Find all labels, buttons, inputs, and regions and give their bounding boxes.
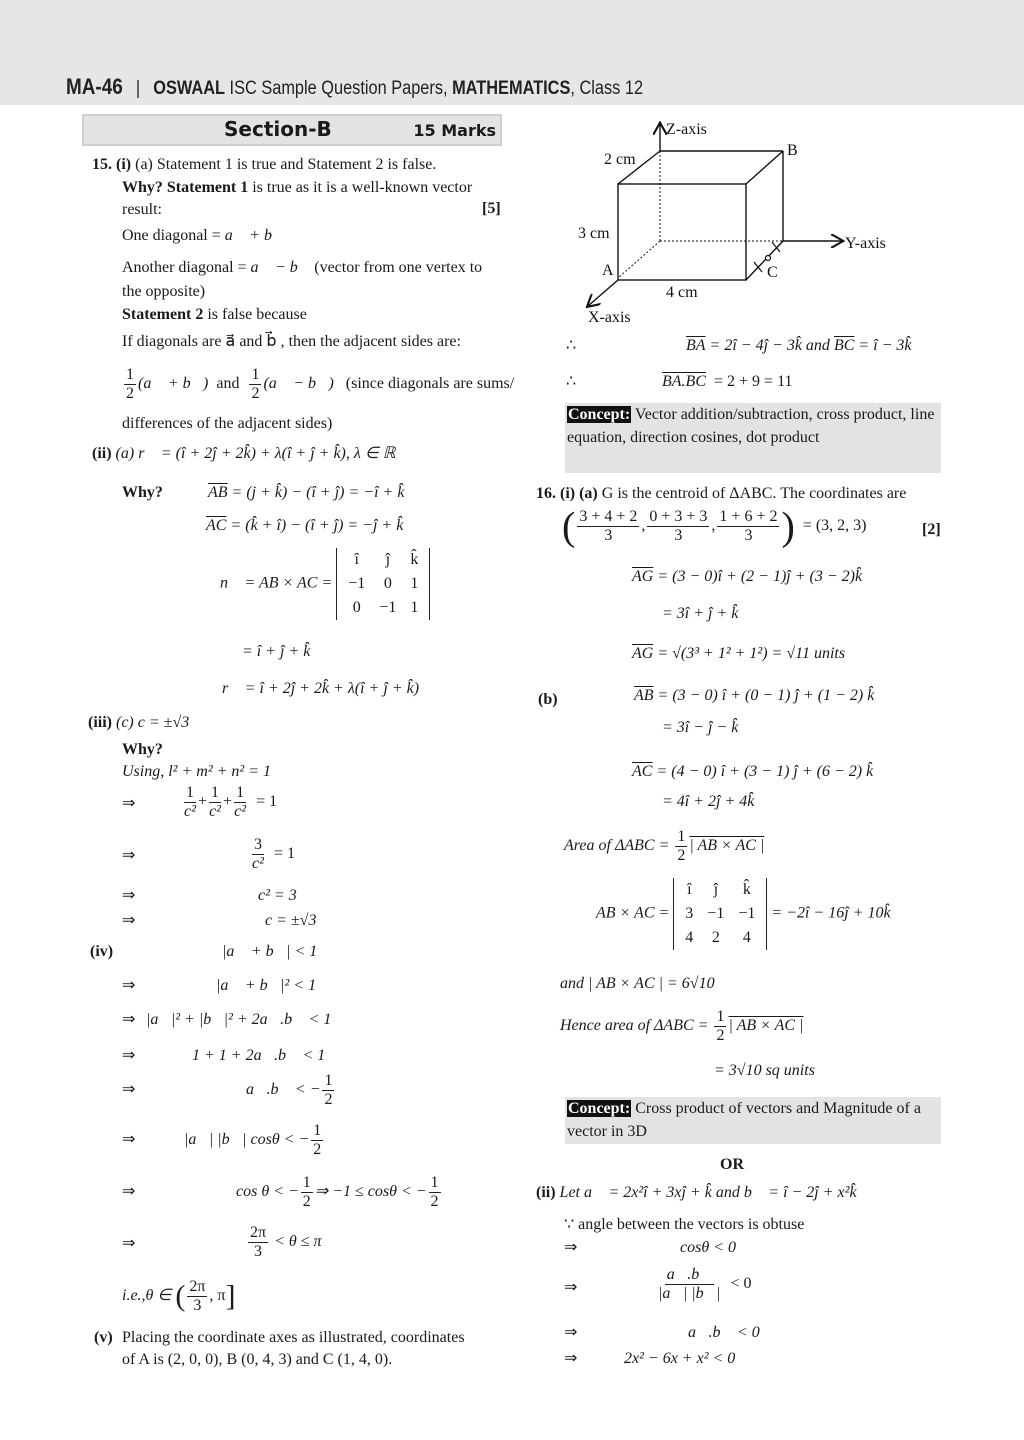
numerator: 1: [126, 366, 134, 383]
three-over-c2: [250, 836, 295, 873]
fraction: [647, 508, 709, 545]
math: ⇒ −1 ≤ cosθ < −: [314, 1183, 427, 1201]
statement2-line: [122, 305, 307, 325]
math-line: |a⃗|² + |b⃗|² + 2a⃗.b⃗ < 1: [146, 1011, 332, 1028]
numerator: 1: [324, 1072, 333, 1089]
part-label: (i): [116, 156, 132, 173]
math-line: c = ±√3: [265, 912, 317, 929]
denominator: 2: [430, 1193, 439, 1210]
q16-line: [536, 484, 906, 504]
centroid-line: ( $\frac{3 + 4 + 2}{3}$ , $\frac{0 + 3 + 3}{3}$ , $\frac{1 + 6 + 2}{3}$ ) = (3, 2, 3): [562, 503, 867, 549]
text-line: differences of the adjacent sides): [122, 415, 333, 432]
determinant-cell: 1: [410, 599, 419, 616]
implies-icon: ⇒: [122, 1047, 136, 1064]
math: = (4 − 0) î + (3 − 1) ĵ + (6 − 2) k̂: [656, 763, 874, 780]
section-marks: 15 Marks: [413, 121, 496, 140]
question-number: 15.: [92, 156, 112, 173]
running-head: [66, 74, 643, 100]
implies-icon: ⇒: [122, 1131, 136, 1148]
math: < θ ≤ π: [274, 1233, 322, 1251]
concept-box: [565, 1097, 941, 1144]
ac-line: [206, 516, 403, 536]
text: G is the centroid of ΔABC. The coordinates are: [597, 485, 907, 502]
fraction: [714, 1008, 726, 1045]
fraction: [184, 784, 196, 821]
fraction: [248, 1224, 268, 1261]
determinant-cell: −1: [707, 905, 725, 922]
brand-name: OSWAAL: [153, 78, 226, 99]
numerator: a⃗.b⃗: [666, 1266, 712, 1283]
text: and: [216, 375, 240, 393]
determinant: [673, 878, 767, 950]
header-title-end: , Class 12: [570, 78, 644, 99]
length-3cm: 3 cm: [578, 225, 610, 242]
math: BA.BC: [662, 373, 706, 390]
math: $\overline{AB}$: [634, 687, 654, 704]
denominator: c²: [252, 855, 264, 872]
determinant-cell: 2: [711, 929, 720, 946]
length-4cm: 4 cm: [666, 284, 698, 301]
math: = (3 − 0)î + (2 − 1)ĵ + (3 − 2)k̂: [657, 568, 863, 585]
numerator: 3: [254, 836, 262, 853]
statement-label: Statement 1: [162, 179, 249, 196]
determinant-row: [678, 878, 762, 902]
determinant-row: [678, 926, 762, 950]
math: (a⃗ + b⃗): [138, 375, 209, 393]
cuboid-diagram: [560, 110, 960, 330]
ba-bc-line: [686, 336, 912, 356]
math: $\overline{AC}$: [632, 763, 653, 780]
fraction: [234, 784, 246, 821]
denominator: 2: [251, 385, 260, 402]
denominator: 2: [302, 1193, 311, 1210]
text-line: result:: [122, 201, 162, 218]
math: | AB × AC |: [728, 1017, 804, 1035]
denominator: 2: [716, 1027, 725, 1044]
q15-i-line: [92, 155, 436, 175]
part-label: (b): [538, 691, 558, 708]
determinant: [336, 548, 430, 620]
iv8-line: [246, 1224, 322, 1261]
math-line: 2x² − 6x + x² < 0: [624, 1350, 736, 1367]
therefore-icon: ∴: [566, 337, 577, 354]
ag-line: [632, 567, 862, 587]
text: Another diagonal =: [122, 259, 251, 276]
numerator: 1: [211, 784, 220, 801]
part-label: (v): [94, 1329, 113, 1346]
math: | AB × AC |: [689, 837, 765, 855]
numerator: 0 + 3 + 3: [649, 508, 708, 525]
why-label: Why?: [122, 741, 163, 758]
header-title-mid: ISC Sample Question Papers,: [225, 78, 453, 99]
numerator: 1: [677, 828, 686, 845]
statement-label: Statement 2: [122, 306, 204, 323]
math: cos θ < −: [236, 1183, 299, 1201]
implies-icon: ⇒: [122, 1183, 136, 1200]
math: = 1: [274, 845, 296, 863]
implies-icon: ⇒: [564, 1239, 578, 1256]
determinant-row: [341, 596, 425, 620]
numerator: 3 + 4 + 2: [579, 508, 638, 525]
denominator: 3: [674, 527, 683, 544]
numerator: 1: [302, 1174, 311, 1191]
math: = î + 2ĵ + 2k̂ + λ(î + ĵ + k̂): [244, 680, 420, 697]
y-axis-label: Y-axis: [845, 235, 886, 252]
normal-vector-line: [220, 548, 430, 620]
fraction: [658, 1266, 720, 1303]
implies-icon: ⇒: [122, 1011, 136, 1028]
numerator: 1: [186, 784, 194, 801]
implies-icon: ⇒: [122, 795, 136, 812]
z-axis-label: Z-axis: [666, 121, 707, 138]
math: = AB × AC =: [244, 574, 333, 592]
adjacent-sides-line: [122, 366, 514, 403]
hidden-edges: [618, 151, 783, 278]
ab-line: [634, 686, 874, 706]
page-number: MA-46: [66, 74, 123, 99]
fraction: [209, 784, 221, 821]
why-label: Why?: [122, 484, 163, 501]
dot-product-line: [662, 372, 792, 392]
math: = 2 + 9 = 11: [714, 373, 793, 390]
iv7-line: [236, 1174, 443, 1211]
math: Hence area of ΔABC =: [560, 1017, 709, 1035]
math: $\overline{AC}$: [206, 517, 227, 534]
fraction: [301, 1174, 313, 1211]
implies-icon: ⇒: [122, 977, 136, 994]
math: (a) r⃗ = (î + 2ĵ + 2k̂) + λ(î + ĵ + k̂), λ ∈ ℝ: [115, 445, 396, 462]
math: = (3 − 0) î + (0 − 1) ĵ + (1 − 2) k̂: [657, 687, 875, 704]
implies-icon: ⇒: [564, 1279, 578, 1296]
math: θ ∈: [145, 1287, 172, 1305]
vertex-a-label: A: [602, 262, 614, 279]
math-line: |a⃗ + b⃗|² < 1: [216, 977, 317, 994]
implies-icon: ⇒: [122, 847, 136, 864]
fraction: [322, 1072, 334, 1109]
determinant-cell: î: [687, 881, 692, 898]
section-title: Section-B: [224, 117, 332, 141]
marks-label: [2]: [922, 521, 941, 538]
determinant-cell: 1: [410, 575, 419, 592]
diagonal-line: [122, 258, 482, 278]
fraction: [311, 1122, 323, 1159]
determinant-cell: −1: [379, 599, 397, 616]
q16-ii-line: [536, 1183, 857, 1203]
text: is false because: [203, 306, 307, 323]
r-line: [222, 679, 419, 699]
math-line: = 3î − ĵ − k̂: [662, 719, 739, 736]
text: is true as it is a well-known vector: [248, 179, 473, 196]
ab-line: [208, 483, 404, 503]
determinant-cell: 3: [685, 905, 694, 922]
ac-line: [632, 762, 873, 782]
length-2cm: 2 cm: [604, 151, 636, 168]
concept-text: Vector addition/subtraction, cross product, line equation, direction cosines, dot product: [567, 406, 935, 446]
implies-icon: ⇒: [122, 1081, 136, 1098]
iv5-line: [246, 1072, 336, 1109]
denominator: |a⃗| |b⃗|: [658, 1285, 721, 1302]
math: Let a⃗ = 2x²î + 3xĵ + k̂ and b⃗ = î − 2ĵ + x²k̂: [555, 1184, 857, 1201]
math-line: = 3î + ĵ + k̂: [662, 605, 739, 622]
math: n⃗: [220, 574, 241, 592]
page-header: [0, 0, 1024, 105]
q15-ii-line: [92, 444, 395, 464]
determinant-row: [341, 572, 425, 596]
math-line: |a⃗ + b⃗| < 1: [222, 943, 318, 960]
fraction: [717, 508, 779, 545]
denominator: 3: [744, 527, 753, 544]
math-line: = 4î + 2ĵ + 4k̂: [662, 793, 755, 810]
denominator: c²: [209, 803, 221, 820]
math: = (k̂ + î) − (î + ĵ) = −ĵ + k̂: [230, 517, 404, 534]
concept-tag: Concept:: [568, 406, 631, 423]
determinant-cell: 4: [742, 929, 751, 946]
determinant-cell: −1: [348, 575, 366, 592]
denominator: 2: [677, 847, 686, 864]
math: , π: [209, 1287, 226, 1305]
concept-box: [565, 403, 941, 473]
header-separator: |: [135, 78, 141, 99]
part-label: (ii): [92, 445, 112, 462]
why-line: [122, 178, 472, 198]
text: (since diagonals are sums/: [345, 375, 515, 393]
implies-icon: ⇒: [122, 912, 136, 929]
vertex-c-label: C: [767, 264, 778, 281]
math-line: Using, l² + m² + n² = 1: [122, 763, 272, 780]
math-line: 1 + 1 + 2a⃗.b⃗ < 1: [192, 1047, 326, 1064]
ag-magnitude-line: [632, 644, 845, 664]
fraction: [124, 366, 136, 403]
math: i.e.,: [122, 1287, 146, 1305]
denominator: 3: [254, 1243, 263, 1260]
implies-icon: ⇒: [564, 1350, 578, 1367]
cos-fraction-line: [656, 1266, 752, 1303]
sum-of-fractions: $\frac{1}{\text{c²}}$ + $\frac{1}{\text{c²}}$ + $\frac{1}{\text{c²}}$ = 1: [184, 784, 278, 820]
section-banner: [82, 114, 502, 146]
text: One diagonal =: [122, 227, 225, 244]
hence-line: [560, 1008, 803, 1045]
math: = 2î − 4ĵ − 3k̂ and: [709, 337, 834, 354]
x-axis-label: X-axis: [588, 309, 631, 326]
part-label: (iv): [90, 943, 114, 960]
numerator: 1 + 6 + 2: [719, 508, 778, 525]
math-line: = 3√10 sq units: [714, 1062, 815, 1079]
text-line: the opposite): [122, 283, 206, 300]
math: (c) c = ±√3: [116, 714, 190, 731]
math: $\overline{BA}$: [686, 337, 706, 354]
numerator: 1: [313, 1122, 322, 1139]
marks-label: [5]: [482, 200, 501, 217]
numerator: 2π: [250, 1224, 267, 1241]
math: = (j + k̂) − (î + ĵ) = −î + k̂: [231, 484, 405, 501]
determinant-cell: ĵ: [713, 881, 719, 898]
q15-iii-line: [88, 713, 189, 733]
numerator: 1: [236, 784, 245, 801]
math: a⃗ + b⃗: [224, 227, 285, 244]
determinant-cell: 4: [685, 929, 694, 946]
question-number: 16.: [536, 485, 556, 502]
determinant-cell: î: [354, 551, 359, 568]
denominator: 2: [313, 1141, 322, 1158]
determinant-cell: −1: [738, 905, 756, 922]
math: = 1: [256, 793, 278, 811]
math-line: = î + ĵ + k̂: [242, 643, 311, 660]
header-subject: MATHEMATICS: [452, 78, 571, 99]
fraction: [577, 508, 639, 545]
text-line: Placing the coordinate axes as illustrated, coordinates: [122, 1329, 465, 1346]
denominator: c²: [234, 803, 247, 820]
math: AB × AC =: [596, 904, 670, 922]
part-label: (i) (a): [560, 485, 598, 502]
math: |a⃗| |b⃗| cosθ < −: [184, 1131, 310, 1149]
implies-icon: ⇒: [564, 1324, 578, 1341]
math: Area of ΔABC =: [564, 837, 670, 855]
iv6-line: [184, 1122, 325, 1159]
determinant-row: [678, 902, 762, 926]
answer-text: (a) Statement 1 is true and Statement 2 is false.: [131, 156, 437, 173]
numerator: 1: [716, 1008, 725, 1025]
cross-product-line: [596, 878, 891, 950]
fraction: [675, 828, 687, 865]
math: a⃗ − b⃗: [250, 259, 311, 276]
math: $\overline{AB}$: [208, 484, 228, 501]
or-divider: OR: [720, 1156, 744, 1173]
denominator: 2: [126, 385, 134, 402]
numerator: 1: [251, 366, 260, 383]
denominator: 3: [193, 1297, 202, 1314]
math: $\overline{AG}$: [632, 645, 654, 662]
determinant-row: [341, 548, 425, 572]
fraction: [249, 366, 261, 403]
math-line: and | AB × AC | = 6√10: [560, 975, 715, 992]
denominator: c²: [184, 803, 196, 820]
fraction: [252, 836, 264, 873]
interval-line: i.e.,θ ∈ ( $\frac{2\pi}{3}$ , π]: [122, 1278, 236, 1314]
determinant-cell: k̂: [410, 551, 419, 568]
math: = √(3³ + 1² + 1²) = √11 units: [657, 645, 846, 662]
math-line: a⃗.b⃗ < 0: [688, 1324, 760, 1341]
text-line: ∵ angle between the vectors is obtuse: [564, 1216, 805, 1233]
determinant-cell: k̂: [742, 881, 751, 898]
implies-icon: ⇒: [122, 887, 136, 904]
denominator: 3: [604, 527, 613, 544]
math: a⃗.b⃗ < −: [246, 1081, 321, 1099]
concept-tag: Concept:: [568, 1100, 631, 1117]
math: $\overline{AG}$: [632, 568, 654, 585]
text: (vector from one vertex to: [310, 259, 483, 276]
math: < 0: [730, 1275, 752, 1293]
numerator: 1: [430, 1174, 439, 1191]
text-line: of A is (2, 0, 0), B (0, 4, 3) and C (1, 4, 0).: [122, 1351, 393, 1368]
therefore-icon: ∴: [566, 373, 577, 390]
math: = (3, 2, 3): [802, 517, 867, 535]
math-line: c² = 3: [258, 887, 297, 904]
determinant-cell: 0: [352, 599, 361, 616]
vertex-b-label: B: [787, 142, 798, 159]
fraction: [429, 1174, 441, 1211]
why-label: Why?: [122, 179, 163, 196]
fraction: [187, 1278, 207, 1315]
numerator: 2π: [189, 1278, 206, 1295]
math: $\overline{BC}$: [833, 337, 855, 354]
math: r⃗: [222, 680, 241, 697]
determinant-cell: ĵ: [385, 551, 391, 568]
diagonal-line: [122, 226, 284, 246]
x-axis-arrow: [588, 280, 618, 306]
implies-icon: ⇒: [122, 1235, 136, 1252]
area-line: [564, 828, 764, 865]
determinant-cell: 0: [383, 575, 392, 592]
math-line: cosθ < 0: [680, 1239, 736, 1256]
text-line: If diagonals are a⃗ and b⃗ , then the adjacent sides are:: [122, 333, 461, 350]
part-label: (ii): [536, 1184, 556, 1201]
denominator: 2: [324, 1091, 333, 1108]
part-label: (iii): [88, 714, 112, 731]
visible-edges: [618, 151, 783, 280]
math: = −2î − 16ĵ + 10k̂: [771, 904, 891, 922]
math: (a⃗ − b⃗): [263, 375, 334, 393]
concept-text: Cross product of vectors and Magnitude of a vector in 3D: [567, 1100, 921, 1140]
math: = î − 3k̂: [858, 337, 912, 354]
